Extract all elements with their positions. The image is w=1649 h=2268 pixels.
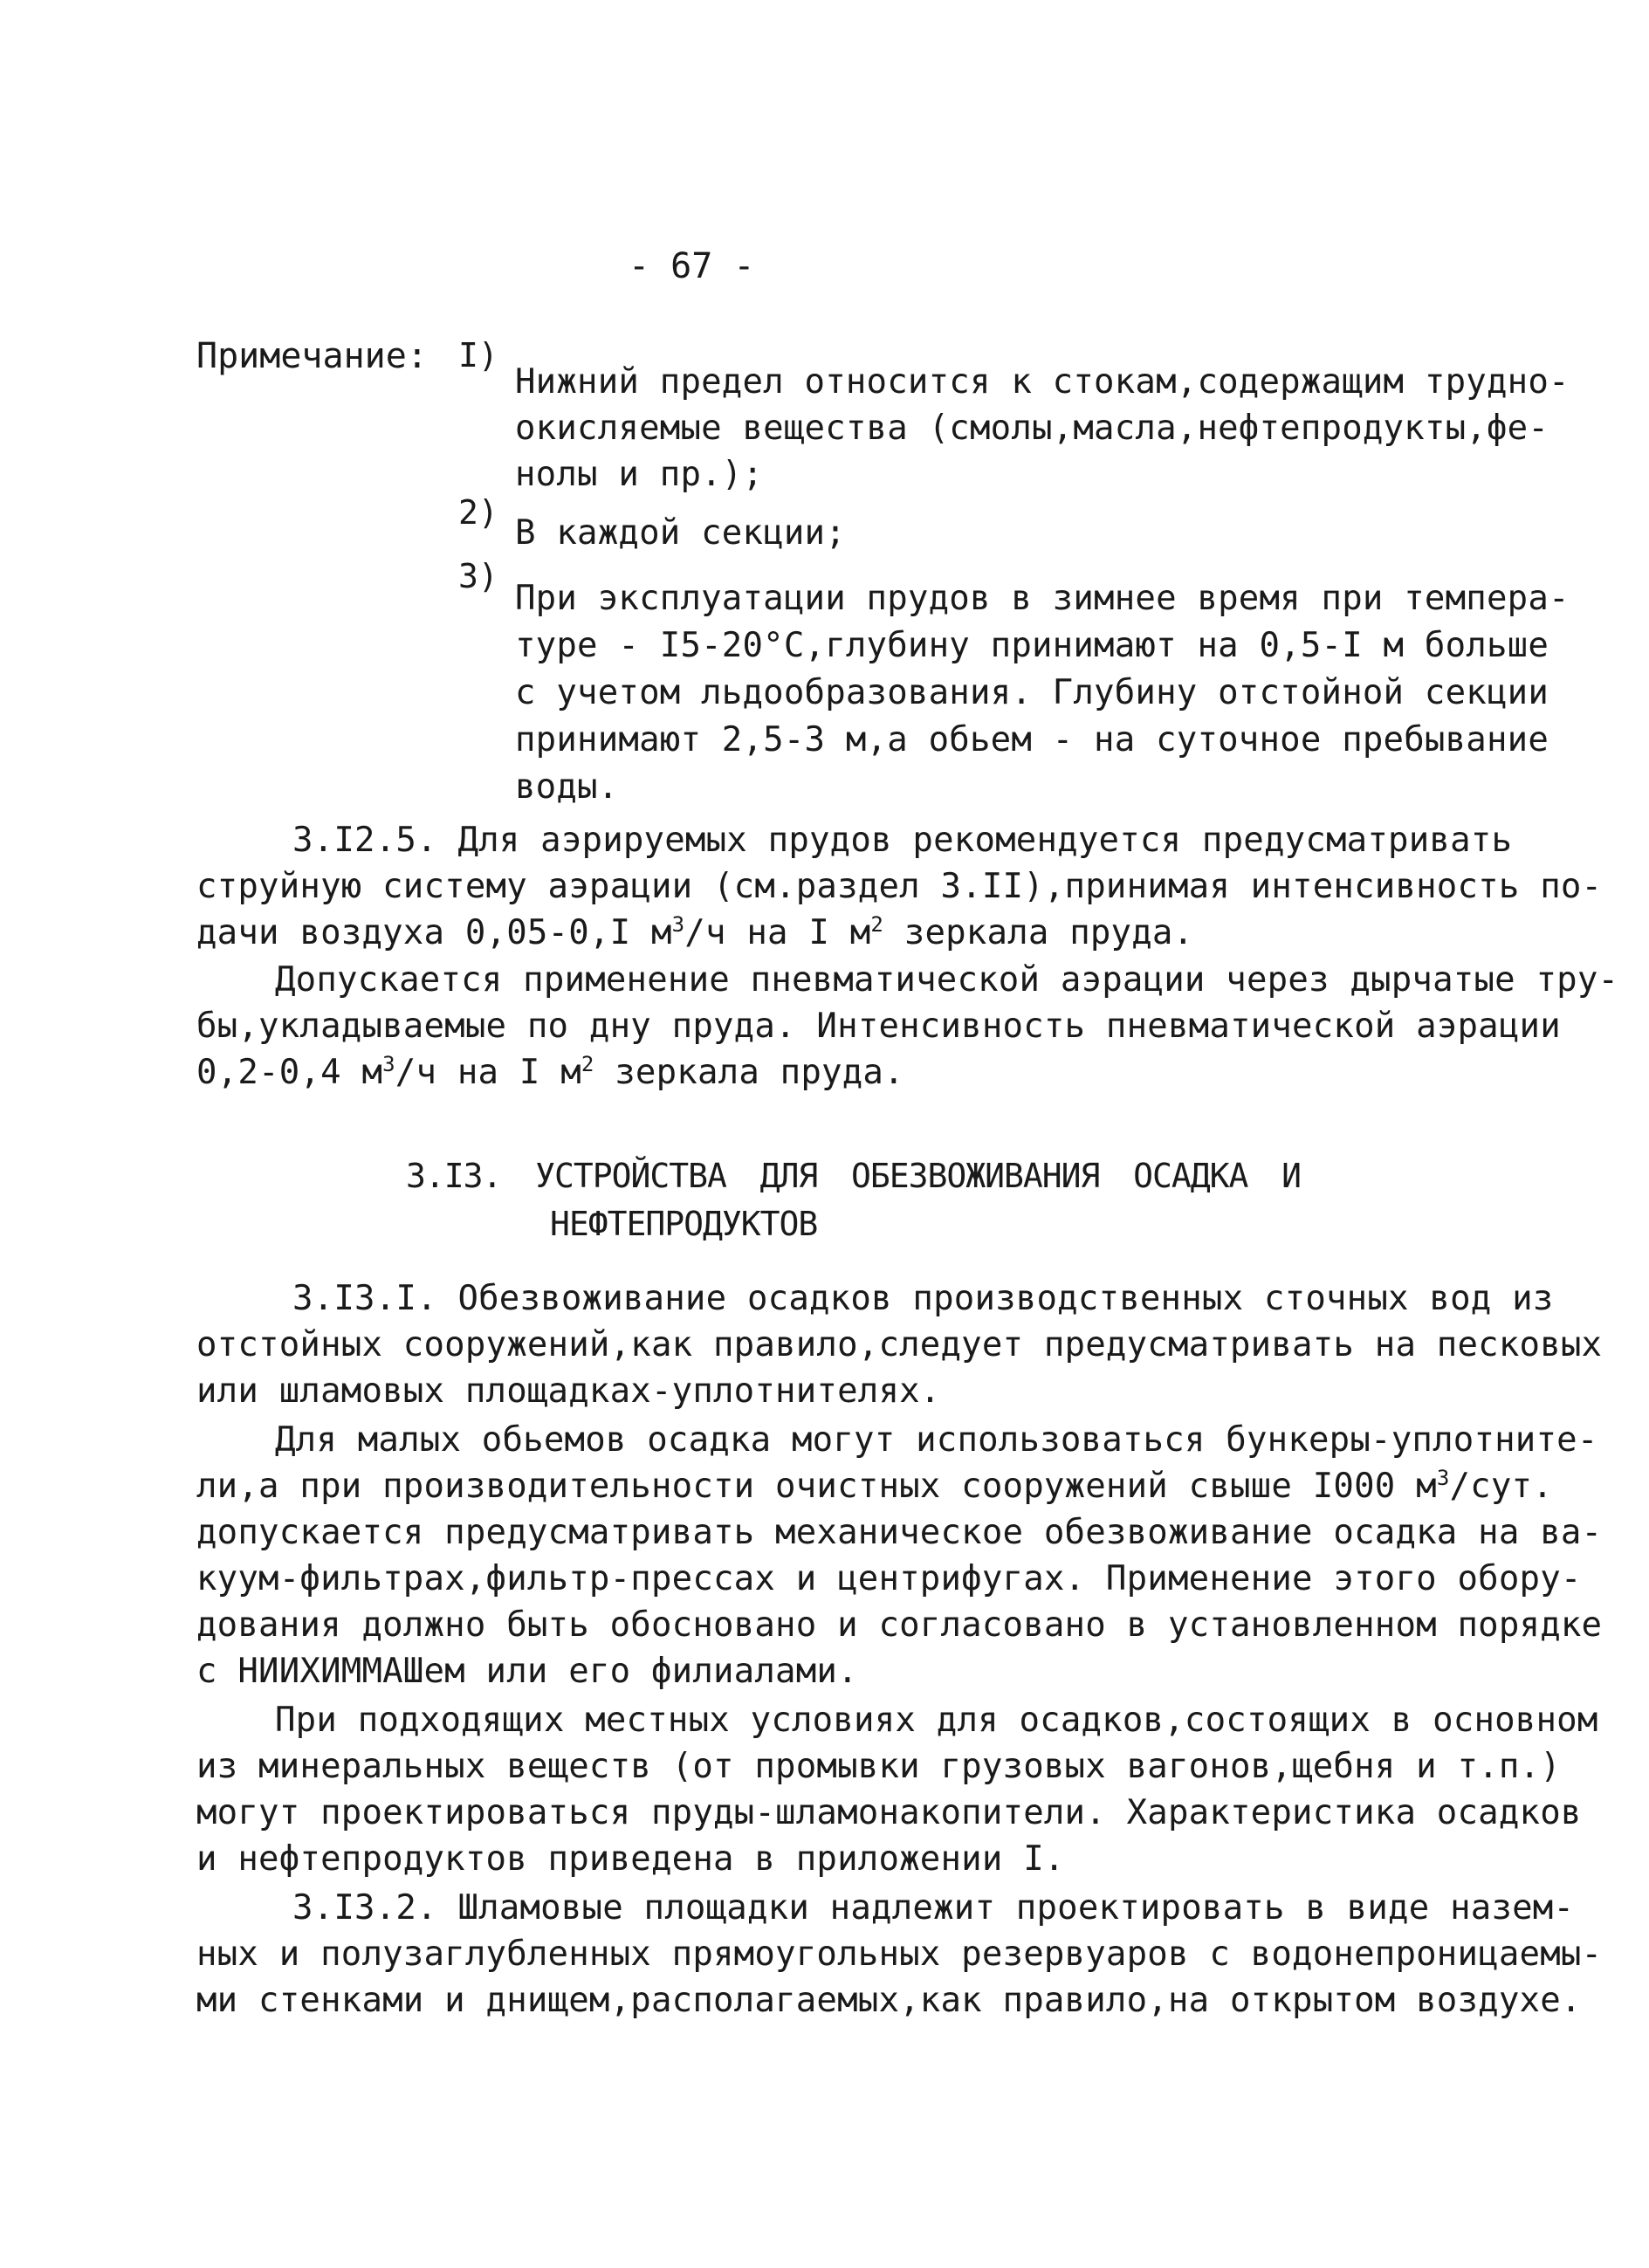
p-dewatering-line-1: Для малых обьемов осадка могут использоваться бункеры-уплотните-	[275, 1420, 1598, 1460]
p-3-13-1-line-1: 3.I3.I. Обезвоживание осадков производственных сточных вод из	[292, 1279, 1554, 1318]
note-2-line-1: В каждой секции;	[515, 513, 846, 553]
note-marker-1: I)	[458, 336, 498, 375]
p-aeration-line-3: 0,2-0,4 $м^3/ч$ на I $м^2$ зеркала пруда.	[196, 1052, 904, 1092]
p-3-13-1-line-3: или шламовых площадках-уплотнителях.	[196, 1371, 941, 1411]
section-heading-3-13-line-2: НЕФТЕПРОДУКТОВ	[550, 1205, 818, 1243]
p-dewatering-line-3: допускается предусматривать механическое обезвоживание осадка на ва-	[196, 1513, 1603, 1552]
p-dewatering-line-5: дования должно быть обосновано и согласовано в установленном порядке	[196, 1605, 1603, 1645]
p-sludge-line-1: При подходящих местных условиях для осадков,состоящих в основном	[275, 1701, 1598, 1740]
note-3-line-3: с учетом льдообразования. Глубину отстойной секции	[515, 673, 1549, 712]
p-aeration-line-2: бы,укладываемые по дну пруда. Интенсивность пневматической аэрации	[196, 1007, 1561, 1046]
p-3-12-5-line-1: 3.I2.5. Для аэрируемых прудов рекомендуется предусматривать	[292, 821, 1513, 860]
p-3-13-2-line-3: ми стенками и днищем,располагаемых,как правило,на открытом воздухе.	[196, 1981, 1582, 2020]
note-3-line-1: При эксплуатации прудов в зимнее время при темпера-	[515, 579, 1570, 618]
p-3-12-5-line-2: струйную систему аэрации (см.раздел 3.II),принимая интенсивность по-	[196, 867, 1603, 906]
note-marker-3: 3)	[458, 557, 498, 595]
p-dewatering-line-4: куум-фильтрах,фильтр-прессах и центрифугах. Применение этого обору-	[196, 1559, 1582, 1598]
p-3-12-5-line-3: дачи воздуха 0,05-0,I $м^3/ч$ на I $м^2$ зеркала пруда.	[196, 912, 1194, 952]
p-sludge-line-4: и нефтепродуктов приведена в приложении I.	[196, 1839, 1065, 1879]
p-dewatering-line-2: ли,а при производительности очистных сооружений свыше I000 $м^3$/сут.	[196, 1466, 1553, 1506]
note-1-line-1: Нижний предел относится к стокам,содержащим трудно-	[515, 362, 1570, 402]
p-dewatering-line-6: с НИИХИММАШем или его филиалами.	[196, 1652, 858, 1691]
note-3-line-4: принимают 2,5-3 м,а обьем - на суточное пребывание	[515, 720, 1549, 759]
page-number: - 67 -	[629, 246, 755, 286]
p-3-13-2-line-2: ных и полузаглубленных прямоугольных резервуаров с водонепроницаемы-	[196, 1935, 1603, 1974]
p-sludge-line-3: могут проектироваться пруды-шламонакопители. Характеристика осадков	[196, 1793, 1582, 1832]
note-3-line-5: воды.	[515, 767, 619, 807]
section-heading-3-13-line-1: 3.I3. УСТРОЙСТВА ДЛЯ ОБЕЗВОЖИВАНИЯ ОСАДКА И	[406, 1157, 1301, 1195]
note-marker-2: 2)	[458, 493, 498, 532]
p-3-13-2-line-1: 3.I3.2. Шламовые площадки надлежит проектировать в виде назем-	[292, 1888, 1575, 1928]
p-3-13-1-line-2: отстойных сооружений,как правило,следует предусматривать на песковых	[196, 1325, 1603, 1364]
note-3-line-2: туре - I5-20°С,глубину принимают на 0,5-I м больше	[515, 626, 1549, 665]
note-label: Примечание:	[196, 336, 428, 376]
note-1-line-3: нолы и пр.);	[515, 455, 764, 494]
p-aeration-line-1: Допускается применение пневматической аэрации через дырчатые тру-	[275, 960, 1619, 1000]
note-1-line-2: окисляемые вещества (смолы,масла,нефтепродукты,фе-	[515, 409, 1549, 448]
p-sludge-line-2: из минеральных веществ (от промывки грузовых вагонов,щебня и т.п.)	[196, 1747, 1561, 1786]
